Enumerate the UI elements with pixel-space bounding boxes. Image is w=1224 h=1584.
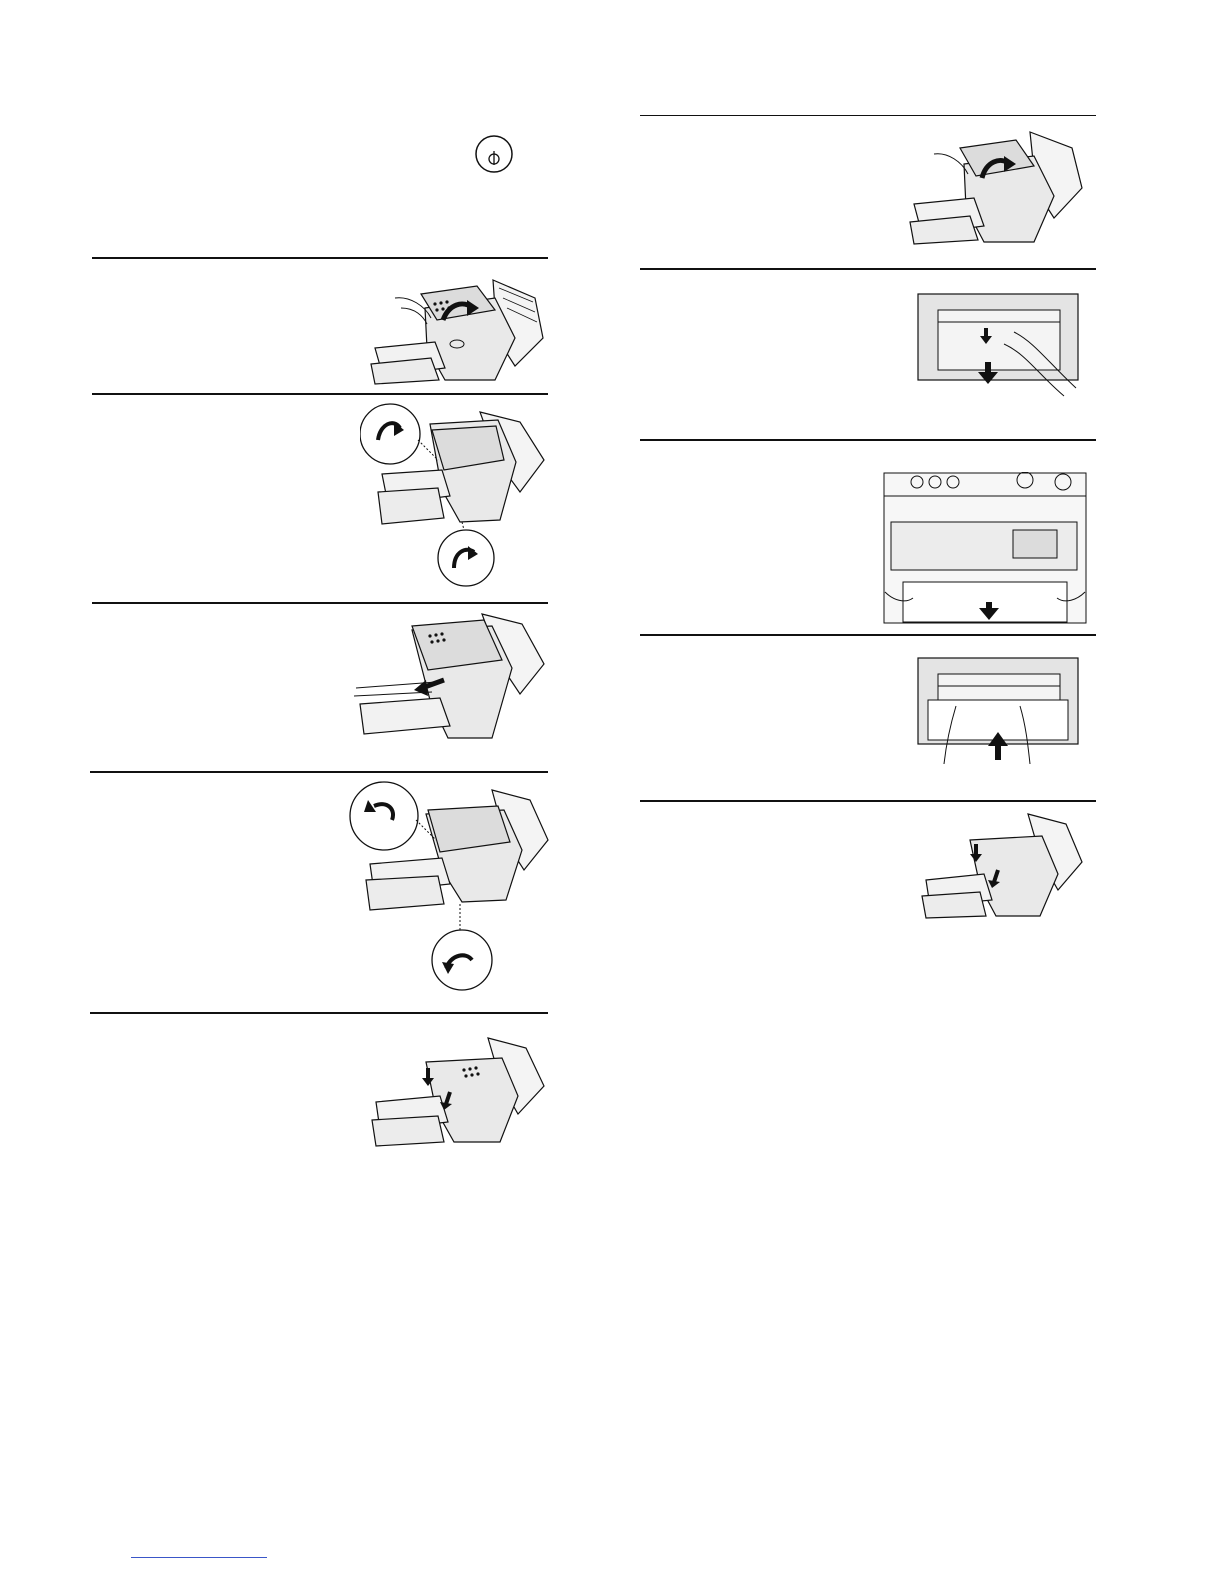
replace-cover-figure — [916, 656, 1080, 766]
section-divider — [640, 115, 1096, 116]
print-compartment-cover-figure — [916, 292, 1080, 398]
fax-close-panel-figure — [368, 1030, 546, 1148]
fax-lower-levers-figure — [344, 780, 550, 994]
fax-open-panel-figure — [902, 126, 1084, 248]
fax-remove-jammed-paper-figure — [352, 608, 546, 748]
section-divider — [640, 268, 1096, 270]
section-divider — [90, 1012, 548, 1014]
section-divider — [92, 257, 548, 259]
fax-release-levers-figure — [360, 400, 546, 590]
section-divider — [90, 771, 548, 773]
section-divider — [92, 393, 548, 395]
section-divider — [92, 602, 548, 604]
start-key-icon — [474, 134, 514, 174]
fax-open-operation-panel-figure — [365, 268, 545, 388]
fax-close-panel-figure — [918, 810, 1084, 920]
section-divider — [640, 634, 1096, 636]
section-divider — [640, 439, 1096, 441]
pull-jammed-paper-figure — [883, 472, 1087, 624]
section-divider — [640, 800, 1096, 802]
footer-link-underline[interactable] — [131, 1557, 267, 1558]
